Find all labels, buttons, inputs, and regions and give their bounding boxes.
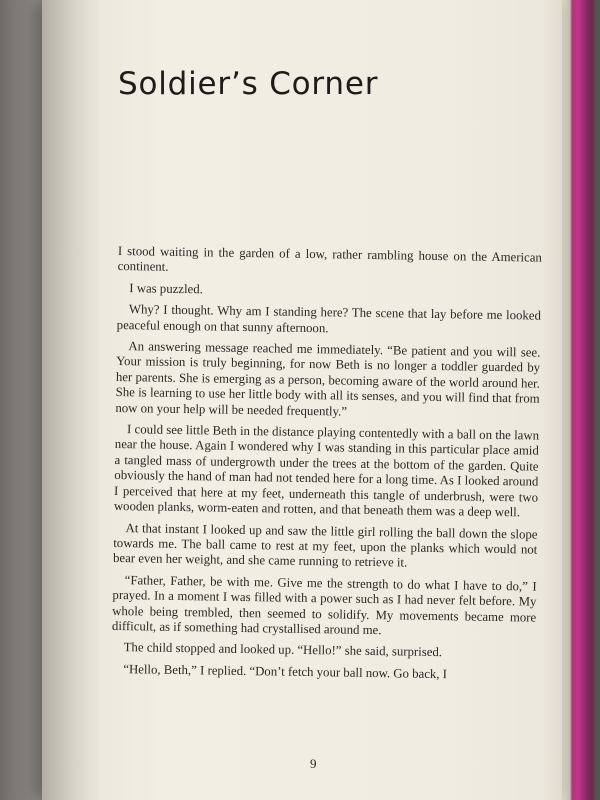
- paragraph: The child stopped and looked up. “Hello!” she said, surprised.: [123, 640, 443, 660]
- chapter-title: Soldier’s Corner: [118, 66, 379, 102]
- page-gutter-shadow: [42, 0, 102, 800]
- paragraph: Why? I thought. Why am I standing here? The scene that lay before me looked peaceful enough on that sunny afternoon.: [116, 302, 542, 335]
- paragraph: “Father, Father, be with me. Give me the strength to do what I have to do,” I prayed. In a moment I was filled with a power such as I had never felt before. My whole being trembled, then seemed to solidify. My movements became more difficult, as if something had crystallised around me.: [111, 572, 537, 638]
- paragraph: At that instant I looked up and saw the little girl rolling the ball down the slope towards me. The ball came to rest at my feet, upon the planks which would not bear even her weight, and she came running to retrieve it.: [112, 520, 538, 570]
- chapter-body: [111, 244, 542, 690]
- page-number: 9: [310, 756, 317, 771]
- paragraph: I stood waiting in the garden of a low, rather rambling house on the American continent.: [117, 244, 542, 275]
- paragraph: An answering message reached me immediately. “Be patient and you will see. Your mission is truly beginning, for now Beth is no longer a toddler guarded by her parents. She is emerging as a person, becoming aware of the world around her. She is learning to use her little body with all its senses, and you will find that from now on your help will be needed frequently.”: [115, 339, 541, 419]
- book-page: [42, 0, 562, 800]
- paragraph: I was puzzled.: [129, 280, 203, 297]
- paragraph: “Hello, Beth,” I replied. “Don’t fetch your ball now. Go back, I: [123, 661, 448, 681]
- paragraph: I could see little Beth in the distance playing contentedly with a ball on the lawn near the house. Again I wondered why I was standing in this particular place amid a tangled mass of undergrowth under the trees at the bottom of the garden. Quite obviously the hand of man had not tended here for a long time. As I looked around I perceived that here at my feet, underneath this tangle of underbrush, were two wooden planks, worm-eaten and rotten, and that beneath them was a deep well.: [113, 422, 540, 520]
